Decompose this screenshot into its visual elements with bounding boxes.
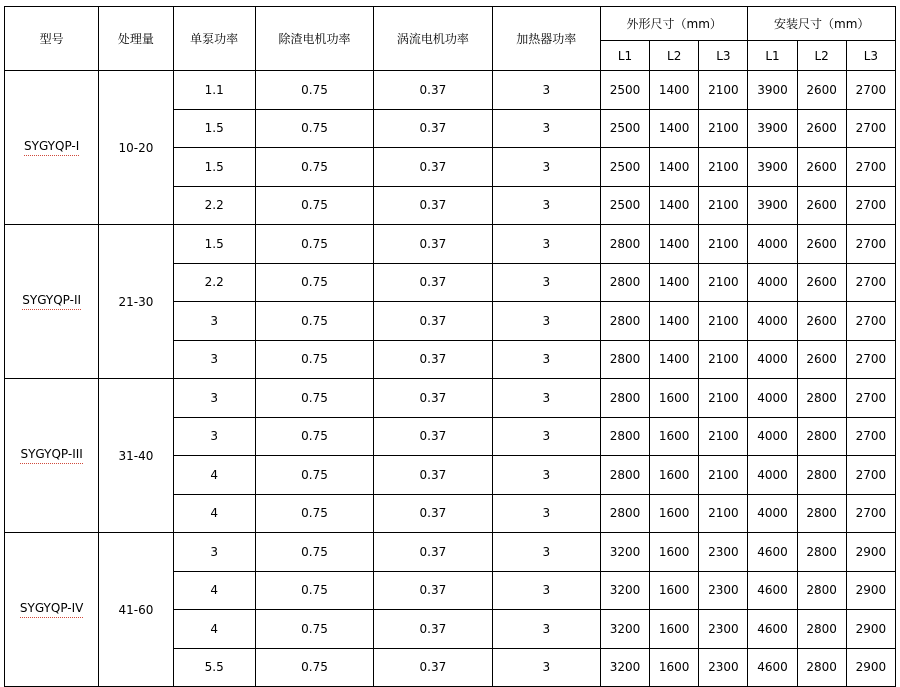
model-label: SYGYQP-II [22, 293, 81, 309]
cell-outline-l3: 2100 [699, 109, 748, 148]
cell-vortex-power: 0.37 [374, 109, 492, 148]
cell-install-l1: 3900 [748, 148, 797, 187]
cell-pump-power: 3 [173, 417, 255, 456]
cell-pump-power: 1.1 [173, 71, 255, 110]
cell-vortex-power: 0.37 [374, 148, 492, 187]
cell-install-l1: 4000 [748, 379, 797, 418]
header-outline-dimensions: 外形尺寸（mm） [600, 7, 747, 41]
cell-outline-l3: 2100 [699, 225, 748, 264]
cell-vortex-power: 0.37 [374, 417, 492, 456]
cell-install-l2: 2800 [797, 533, 846, 572]
cell-heater-power: 3 [492, 186, 600, 225]
cell-pump-power: 4 [173, 571, 255, 610]
cell-outline-l3: 2100 [699, 302, 748, 341]
cell-install-l1: 4000 [748, 340, 797, 379]
cell-install-l3: 2700 [846, 456, 895, 495]
cell-heater-power: 3 [492, 456, 600, 495]
header-model: 型号 [5, 7, 99, 71]
capacity-cell: 31-40 [99, 379, 173, 533]
cell-outline-l1: 2800 [600, 494, 649, 533]
cell-heater-power: 3 [492, 610, 600, 649]
cell-slag-power: 0.75 [255, 186, 373, 225]
cell-outline-l3: 2100 [699, 417, 748, 456]
cell-outline-l3: 2300 [699, 610, 748, 649]
cell-outline-l1: 2500 [600, 148, 649, 187]
cell-install-l2: 2600 [797, 302, 846, 341]
cell-outline-l3: 2300 [699, 571, 748, 610]
capacity-cell: 41-60 [99, 533, 173, 687]
cell-install-l2: 2600 [797, 148, 846, 187]
cell-outline-l1: 3200 [600, 533, 649, 572]
cell-vortex-power: 0.37 [374, 571, 492, 610]
cell-install-l2: 2800 [797, 648, 846, 687]
cell-heater-power: 3 [492, 263, 600, 302]
cell-outline-l2: 1400 [650, 109, 699, 148]
header-install-l1: L1 [748, 41, 797, 71]
model-label: SYGYQP-III [20, 447, 82, 463]
cell-install-l1: 4000 [748, 494, 797, 533]
model-cell [5, 225, 99, 379]
cell-install-l2: 2600 [797, 225, 846, 264]
cell-slag-power: 0.75 [255, 533, 373, 572]
cell-outline-l1: 2800 [600, 225, 649, 264]
cell-heater-power: 3 [492, 571, 600, 610]
cell-install-l3: 2700 [846, 340, 895, 379]
cell-outline-l2: 1600 [650, 533, 699, 572]
header-install-l3: L3 [846, 41, 895, 71]
cell-install-l3: 2700 [846, 109, 895, 148]
cell-pump-power: 1.5 [173, 148, 255, 187]
cell-outline-l1: 2800 [600, 340, 649, 379]
cell-install-l3: 2700 [846, 494, 895, 533]
cell-outline-l3: 2100 [699, 494, 748, 533]
cell-outline-l2: 1600 [650, 648, 699, 687]
cell-slag-power: 0.75 [255, 109, 373, 148]
cell-vortex-power: 0.37 [374, 533, 492, 572]
cell-vortex-power: 0.37 [374, 302, 492, 341]
header-slag-motor-power: 除渣电机功率 [255, 7, 373, 71]
cell-pump-power: 3 [173, 340, 255, 379]
cell-pump-power: 4 [173, 456, 255, 495]
model-cell [5, 379, 99, 533]
header-outline-l2: L2 [650, 41, 699, 71]
cell-install-l2: 2800 [797, 494, 846, 533]
cell-install-l2: 2800 [797, 379, 846, 418]
cell-install-l1: 4600 [748, 610, 797, 649]
cell-heater-power: 3 [492, 71, 600, 110]
cell-install-l1: 4000 [748, 225, 797, 264]
header-outline-l3: L3 [699, 41, 748, 71]
cell-install-l1: 4600 [748, 571, 797, 610]
cell-heater-power: 3 [492, 417, 600, 456]
cell-vortex-power: 0.37 [374, 456, 492, 495]
cell-outline-l3: 2100 [699, 148, 748, 187]
cell-install-l2: 2600 [797, 186, 846, 225]
cell-outline-l3: 2300 [699, 648, 748, 687]
cell-heater-power: 3 [492, 109, 600, 148]
cell-outline-l3: 2100 [699, 456, 748, 495]
cell-slag-power: 0.75 [255, 571, 373, 610]
cell-heater-power: 3 [492, 379, 600, 418]
table-row [5, 533, 896, 572]
cell-heater-power: 3 [492, 148, 600, 187]
cell-outline-l2: 1600 [650, 417, 699, 456]
cell-install-l3: 2900 [846, 533, 895, 572]
cell-outline-l3: 2100 [699, 340, 748, 379]
cell-install-l3: 2900 [846, 648, 895, 687]
model-cell [5, 533, 99, 687]
cell-vortex-power: 0.37 [374, 186, 492, 225]
header-heater-power: 加热器功率 [492, 7, 600, 71]
header-pump-power: 单泵功率 [173, 7, 255, 71]
cell-vortex-power: 0.37 [374, 379, 492, 418]
cell-install-l3: 2700 [846, 71, 895, 110]
cell-slag-power: 0.75 [255, 610, 373, 649]
cell-install-l1: 4600 [748, 648, 797, 687]
cell-slag-power: 0.75 [255, 71, 373, 110]
cell-vortex-power: 0.37 [374, 263, 492, 302]
cell-heater-power: 3 [492, 494, 600, 533]
cell-outline-l2: 1400 [650, 225, 699, 264]
cell-install-l2: 2800 [797, 417, 846, 456]
cell-outline-l1: 2800 [600, 263, 649, 302]
cell-vortex-power: 0.37 [374, 610, 492, 649]
cell-install-l2: 2600 [797, 71, 846, 110]
cell-outline-l1: 3200 [600, 571, 649, 610]
cell-slag-power: 0.75 [255, 494, 373, 533]
cell-install-l2: 2600 [797, 340, 846, 379]
cell-outline-l2: 1600 [650, 494, 699, 533]
cell-slag-power: 0.75 [255, 148, 373, 187]
cell-outline-l1: 3200 [600, 610, 649, 649]
cell-heater-power: 3 [492, 225, 600, 264]
cell-vortex-power: 0.37 [374, 71, 492, 110]
cell-outline-l2: 1600 [650, 379, 699, 418]
cell-pump-power: 5.5 [173, 648, 255, 687]
cell-vortex-power: 0.37 [374, 340, 492, 379]
cell-outline-l2: 1400 [650, 148, 699, 187]
cell-install-l3: 2900 [846, 571, 895, 610]
cell-outline-l1: 2800 [600, 379, 649, 418]
cell-install-l2: 2800 [797, 610, 846, 649]
cell-install-l3: 2700 [846, 186, 895, 225]
cell-install-l1: 4000 [748, 456, 797, 495]
cell-slag-power: 0.75 [255, 648, 373, 687]
table-row [5, 71, 896, 110]
cell-install-l2: 2600 [797, 109, 846, 148]
cell-install-l1: 4600 [748, 533, 797, 572]
cell-pump-power: 1.5 [173, 109, 255, 148]
cell-outline-l2: 1400 [650, 263, 699, 302]
header-vortex-motor-power: 涡流电机功率 [374, 7, 492, 71]
cell-install-l3: 2900 [846, 610, 895, 649]
cell-slag-power: 0.75 [255, 456, 373, 495]
cell-outline-l3: 2300 [699, 533, 748, 572]
cell-outline-l1: 3200 [600, 648, 649, 687]
cell-install-l3: 2700 [846, 302, 895, 341]
cell-install-l1: 4000 [748, 417, 797, 456]
cell-pump-power: 4 [173, 610, 255, 649]
cell-heater-power: 3 [492, 648, 600, 687]
model-label: SYGYQP-I [24, 139, 79, 155]
cell-pump-power: 3 [173, 533, 255, 572]
cell-install-l2: 2800 [797, 571, 846, 610]
table-header-row-main [5, 7, 896, 41]
cell-pump-power: 2.2 [173, 186, 255, 225]
cell-outline-l2: 1600 [650, 571, 699, 610]
cell-outline-l2: 1600 [650, 610, 699, 649]
cell-outline-l2: 1600 [650, 456, 699, 495]
model-cell [5, 71, 99, 225]
cell-slag-power: 0.75 [255, 340, 373, 379]
cell-install-l1: 3900 [748, 109, 797, 148]
cell-pump-power: 3 [173, 302, 255, 341]
cell-outline-l2: 1400 [650, 340, 699, 379]
cell-install-l1: 4000 [748, 263, 797, 302]
cell-install-l3: 2700 [846, 379, 895, 418]
cell-install-l2: 2800 [797, 456, 846, 495]
table-body [5, 7, 896, 687]
cell-heater-power: 3 [492, 533, 600, 572]
header-install-l2: L2 [797, 41, 846, 71]
cell-install-l3: 2700 [846, 225, 895, 264]
cell-outline-l1: 2500 [600, 109, 649, 148]
specification-table [4, 6, 896, 687]
cell-heater-power: 3 [492, 302, 600, 341]
cell-outline-l2: 1400 [650, 186, 699, 225]
cell-install-l2: 2600 [797, 263, 846, 302]
cell-vortex-power: 0.37 [374, 494, 492, 533]
table-row [5, 379, 896, 418]
cell-outline-l3: 2100 [699, 186, 748, 225]
header-install-dimensions: 安装尺寸（mm） [748, 7, 896, 41]
cell-outline-l1: 2800 [600, 302, 649, 341]
cell-outline-l2: 1400 [650, 302, 699, 341]
cell-slag-power: 0.75 [255, 302, 373, 341]
cell-install-l3: 2700 [846, 263, 895, 302]
model-label: SYGYQP-IV [20, 601, 83, 617]
cell-pump-power: 2.2 [173, 263, 255, 302]
cell-install-l3: 2700 [846, 417, 895, 456]
cell-outline-l2: 1400 [650, 71, 699, 110]
cell-install-l1: 3900 [748, 71, 797, 110]
cell-outline-l1: 2500 [600, 186, 649, 225]
cell-outline-l1: 2500 [600, 71, 649, 110]
cell-outline-l3: 2100 [699, 263, 748, 302]
cell-slag-power: 0.75 [255, 225, 373, 264]
capacity-cell: 10-20 [99, 71, 173, 225]
cell-install-l3: 2700 [846, 148, 895, 187]
cell-install-l1: 4000 [748, 302, 797, 341]
table-row [5, 225, 896, 264]
cell-install-l1: 3900 [748, 186, 797, 225]
cell-pump-power: 4 [173, 494, 255, 533]
cell-slag-power: 0.75 [255, 379, 373, 418]
cell-vortex-power: 0.37 [374, 225, 492, 264]
capacity-cell: 21-30 [99, 225, 173, 379]
cell-slag-power: 0.75 [255, 263, 373, 302]
cell-outline-l3: 2100 [699, 379, 748, 418]
cell-slag-power: 0.75 [255, 417, 373, 456]
cell-vortex-power: 0.37 [374, 648, 492, 687]
cell-outline-l1: 2800 [600, 456, 649, 495]
cell-heater-power: 3 [492, 340, 600, 379]
cell-pump-power: 1.5 [173, 225, 255, 264]
cell-outline-l1: 2800 [600, 417, 649, 456]
cell-pump-power: 3 [173, 379, 255, 418]
header-capacity: 处理量 [99, 7, 173, 71]
cell-outline-l3: 2100 [699, 71, 748, 110]
header-outline-l1: L1 [600, 41, 649, 71]
